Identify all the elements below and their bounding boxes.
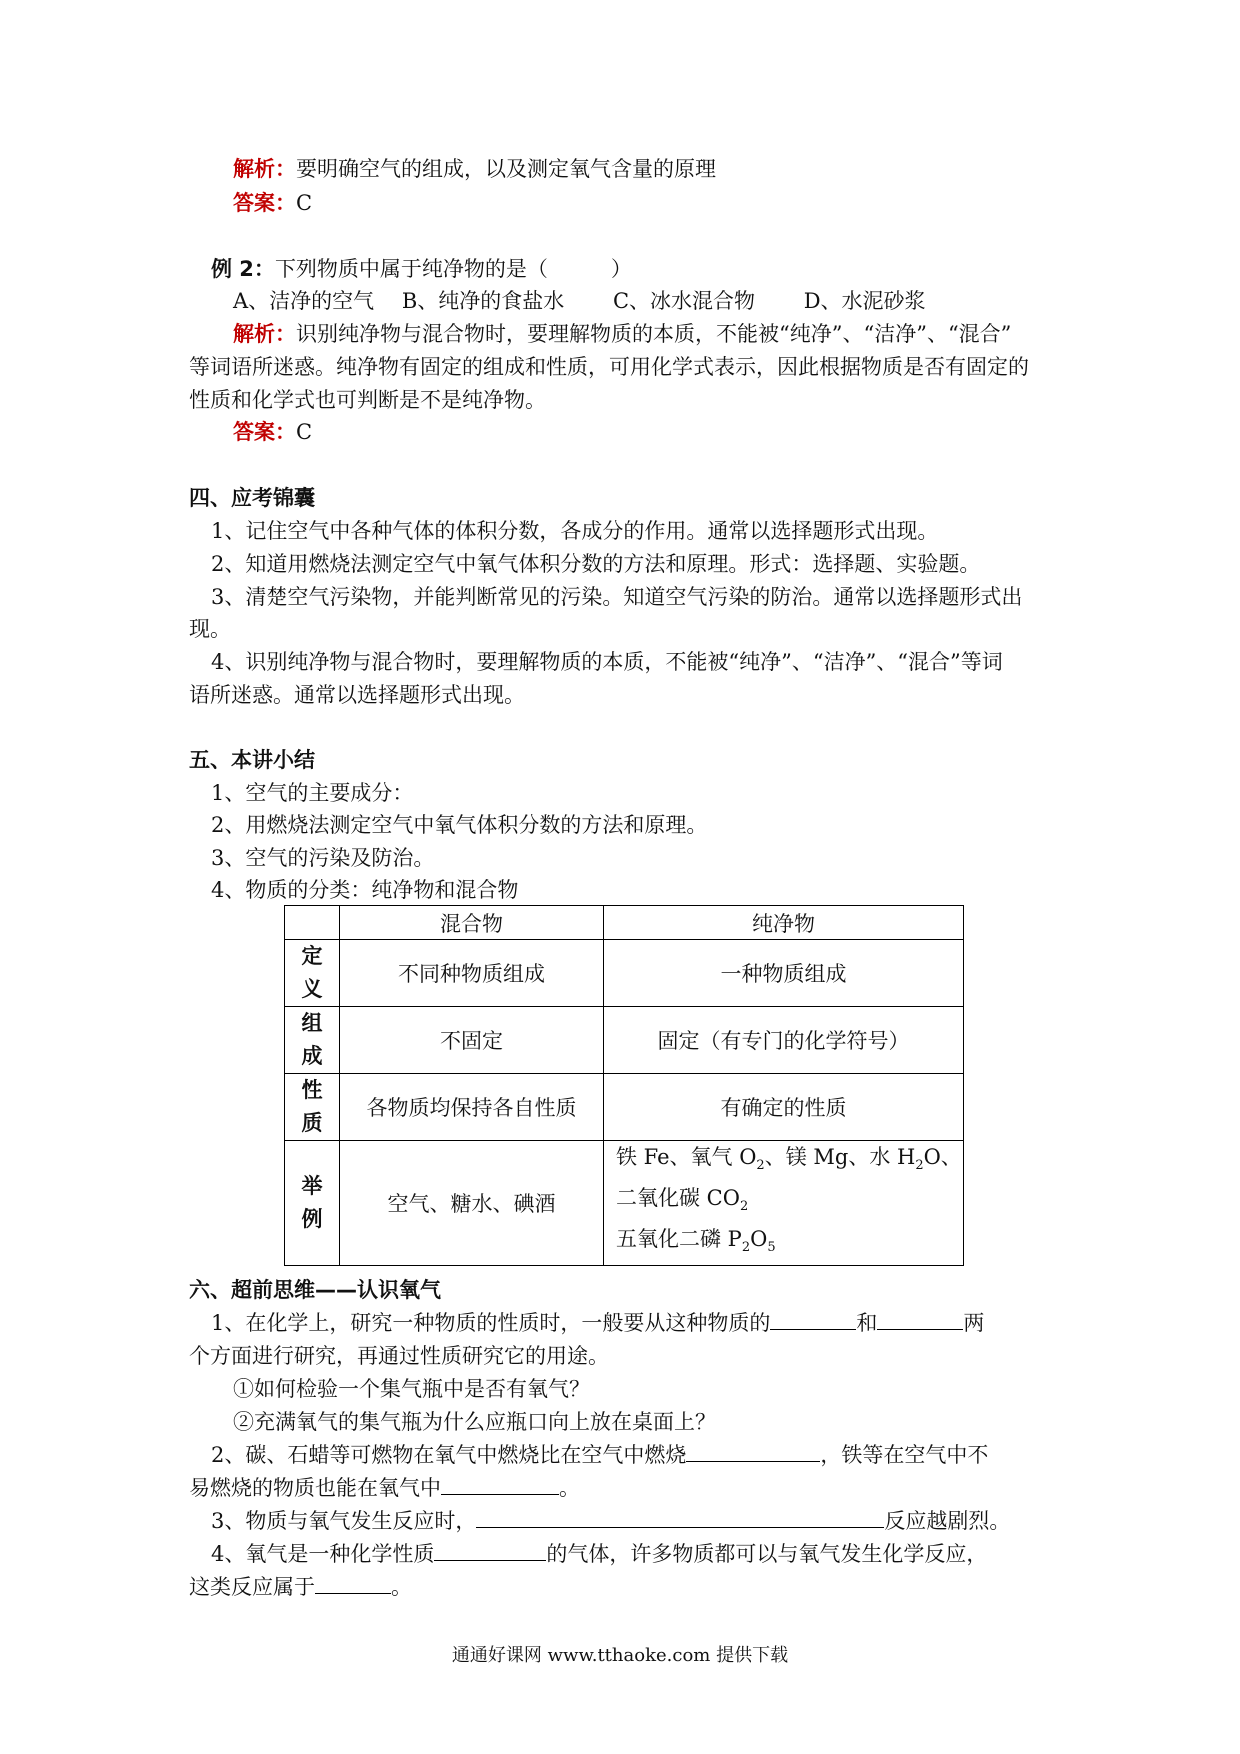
intro-analysis: [233, 157, 716, 181]
answer-blank[interactable]: [476, 1509, 884, 1528]
section5-item: 2、用燃烧法测定空气中氧气体积分数的方法和原理。: [211, 813, 708, 837]
q4-line1: 4、氧气是一种化学性质 的气体，许多物质都可以与氧气发生化学反应，: [211, 1542, 988, 1566]
section4-item: 2、知道用燃烧法测定空气中氧气体积分数的方法和原理。形式：选择题、实验题。: [211, 552, 981, 576]
answer-blank[interactable]: [770, 1311, 856, 1330]
answer-text: C: [296, 420, 313, 444]
example2-answer: [233, 420, 312, 444]
analysis-text: 识别纯净物与混合物时，要理解物质的本质，不能被“纯净”、“洁净”、“混合”: [296, 322, 1012, 346]
answer-blank[interactable]: [877, 1311, 963, 1330]
q3: 3、物质与氧气发生反应时， 反应越剧烈。: [211, 1509, 1011, 1533]
example2-options: A、洁净的空气 B、纯净的食盐水 C、冰水混合物 D、水泥砂浆: [233, 289, 926, 313]
table-row: [285, 1141, 964, 1266]
answer-blank[interactable]: [441, 1476, 559, 1495]
q2-line1: 2、碳、石蜡等可燃物在氧气中燃烧比在空气中燃烧 ，铁等在空气中不: [211, 1443, 989, 1467]
cell-pure-examples: 铁 Fe、氧气 $O_2$、镁 Mg、水 $H_2O$、 二氧化碳 $CO_2$ 五氧化二磷 $P_2O_5$: [604, 1141, 964, 1266]
table-corner-cell: [285, 906, 340, 940]
section5-item: 1、空气的主要成分：: [211, 781, 414, 805]
table-row: [285, 1007, 964, 1074]
section5-item: 3、空气的污染及防治。: [211, 846, 435, 870]
intro-answer: [233, 191, 312, 215]
section4-item: 1、记住空气中各种气体的体积分数，各成分的作用。通常以选择题形式出现。: [211, 519, 939, 543]
answer-blank[interactable]: [315, 1575, 391, 1594]
cell-pure: 有确定的性质: [604, 1074, 964, 1141]
row-header-properties: 性 质: [285, 1074, 340, 1141]
table-row: [285, 940, 964, 1007]
table-header-row: [285, 906, 964, 940]
answer-label: 答案：: [233, 191, 296, 215]
example2-analysis-line3: 性质和化学式也可判断是不是纯净物。: [189, 388, 546, 412]
section4-title: 四、应考锦囊: [189, 486, 315, 510]
q2-line2: 易燃烧的物质也能在氧气中 。: [189, 1476, 580, 1500]
example2-question: [211, 257, 632, 281]
cell-mixture: 各物质均保持各自性质: [340, 1074, 604, 1141]
section4-item-cont: 语所迷惑。通常以选择题形式出现。: [189, 683, 525, 707]
section5-title: 五、本讲小结: [189, 748, 315, 772]
section4-item: 4、识别纯净物与混合物时，要理解物质的本质，不能被“纯净”、“洁净”、“混合”等词: [211, 650, 1003, 674]
answer-blank[interactable]: [686, 1443, 820, 1462]
q1-line1: 1、在化学上，研究一种物质的性质时，一般要从这种物质的 和 两: [211, 1311, 985, 1335]
q4-line2: 这类反应属于 。: [189, 1575, 412, 1599]
analysis-text: 要明确空气的组成，以及测定氧气含量的原理: [296, 157, 716, 181]
section4-item-cont: 现。: [189, 617, 231, 641]
answer-blank[interactable]: [434, 1542, 546, 1561]
page-footer: 通通好课网 www.tthaoke.com 提供下载: [451, 1645, 789, 1666]
classification-table: [284, 905, 964, 1266]
q1-sub2: ②充满氧气的集气瓶为什么应瓶口向上放在桌面上？: [233, 1410, 716, 1434]
answer-text: C: [296, 191, 313, 215]
cell-mixture: 不同种物质组成: [340, 940, 604, 1007]
row-header-examples: 举 例: [285, 1141, 340, 1266]
q1-sub1: ①如何检验一个集气瓶中是否有氧气？: [233, 1377, 590, 1401]
section6-title: 六、超前思维——认识氧气: [189, 1278, 441, 1302]
header-mixture: 混合物: [340, 906, 604, 940]
row-header-composition: 组 成: [285, 1007, 340, 1074]
section5-item: 4、物质的分类：纯净物和混合物: [211, 878, 519, 902]
analysis-label: 解析：: [233, 322, 296, 346]
cell-pure: 固定（有专门的化学符号）: [604, 1007, 964, 1074]
example2-question-text: 下列物质中属于纯净物的是（ ）: [274, 257, 632, 281]
example2-analysis: [233, 322, 1011, 346]
answer-label: 答案：: [233, 420, 296, 444]
cell-pure: 一种物质组成: [604, 940, 964, 1007]
row-header-definition: 定 义: [285, 940, 340, 1007]
section4-item: 3、清楚空气污染物，并能判断常见的污染。知道空气污染的防治。通常以选择题形式出: [211, 585, 1023, 609]
header-pure: 纯净物: [604, 906, 964, 940]
analysis-label: 解析：: [233, 157, 296, 181]
example2-label: 例 2：: [211, 257, 275, 281]
cell-mixture: 空气、糖水、碘酒: [340, 1141, 604, 1266]
q1-line2: 个方面进行研究，再通过性质研究它的用途。: [189, 1344, 609, 1368]
example2-analysis-line2: 等词语所迷惑。纯净物有固定的组成和性质，可用化学式表示，因此根据物质是否有固定的: [189, 355, 1029, 379]
cell-mixture: 不固定: [340, 1007, 604, 1074]
table-row: [285, 1074, 964, 1141]
